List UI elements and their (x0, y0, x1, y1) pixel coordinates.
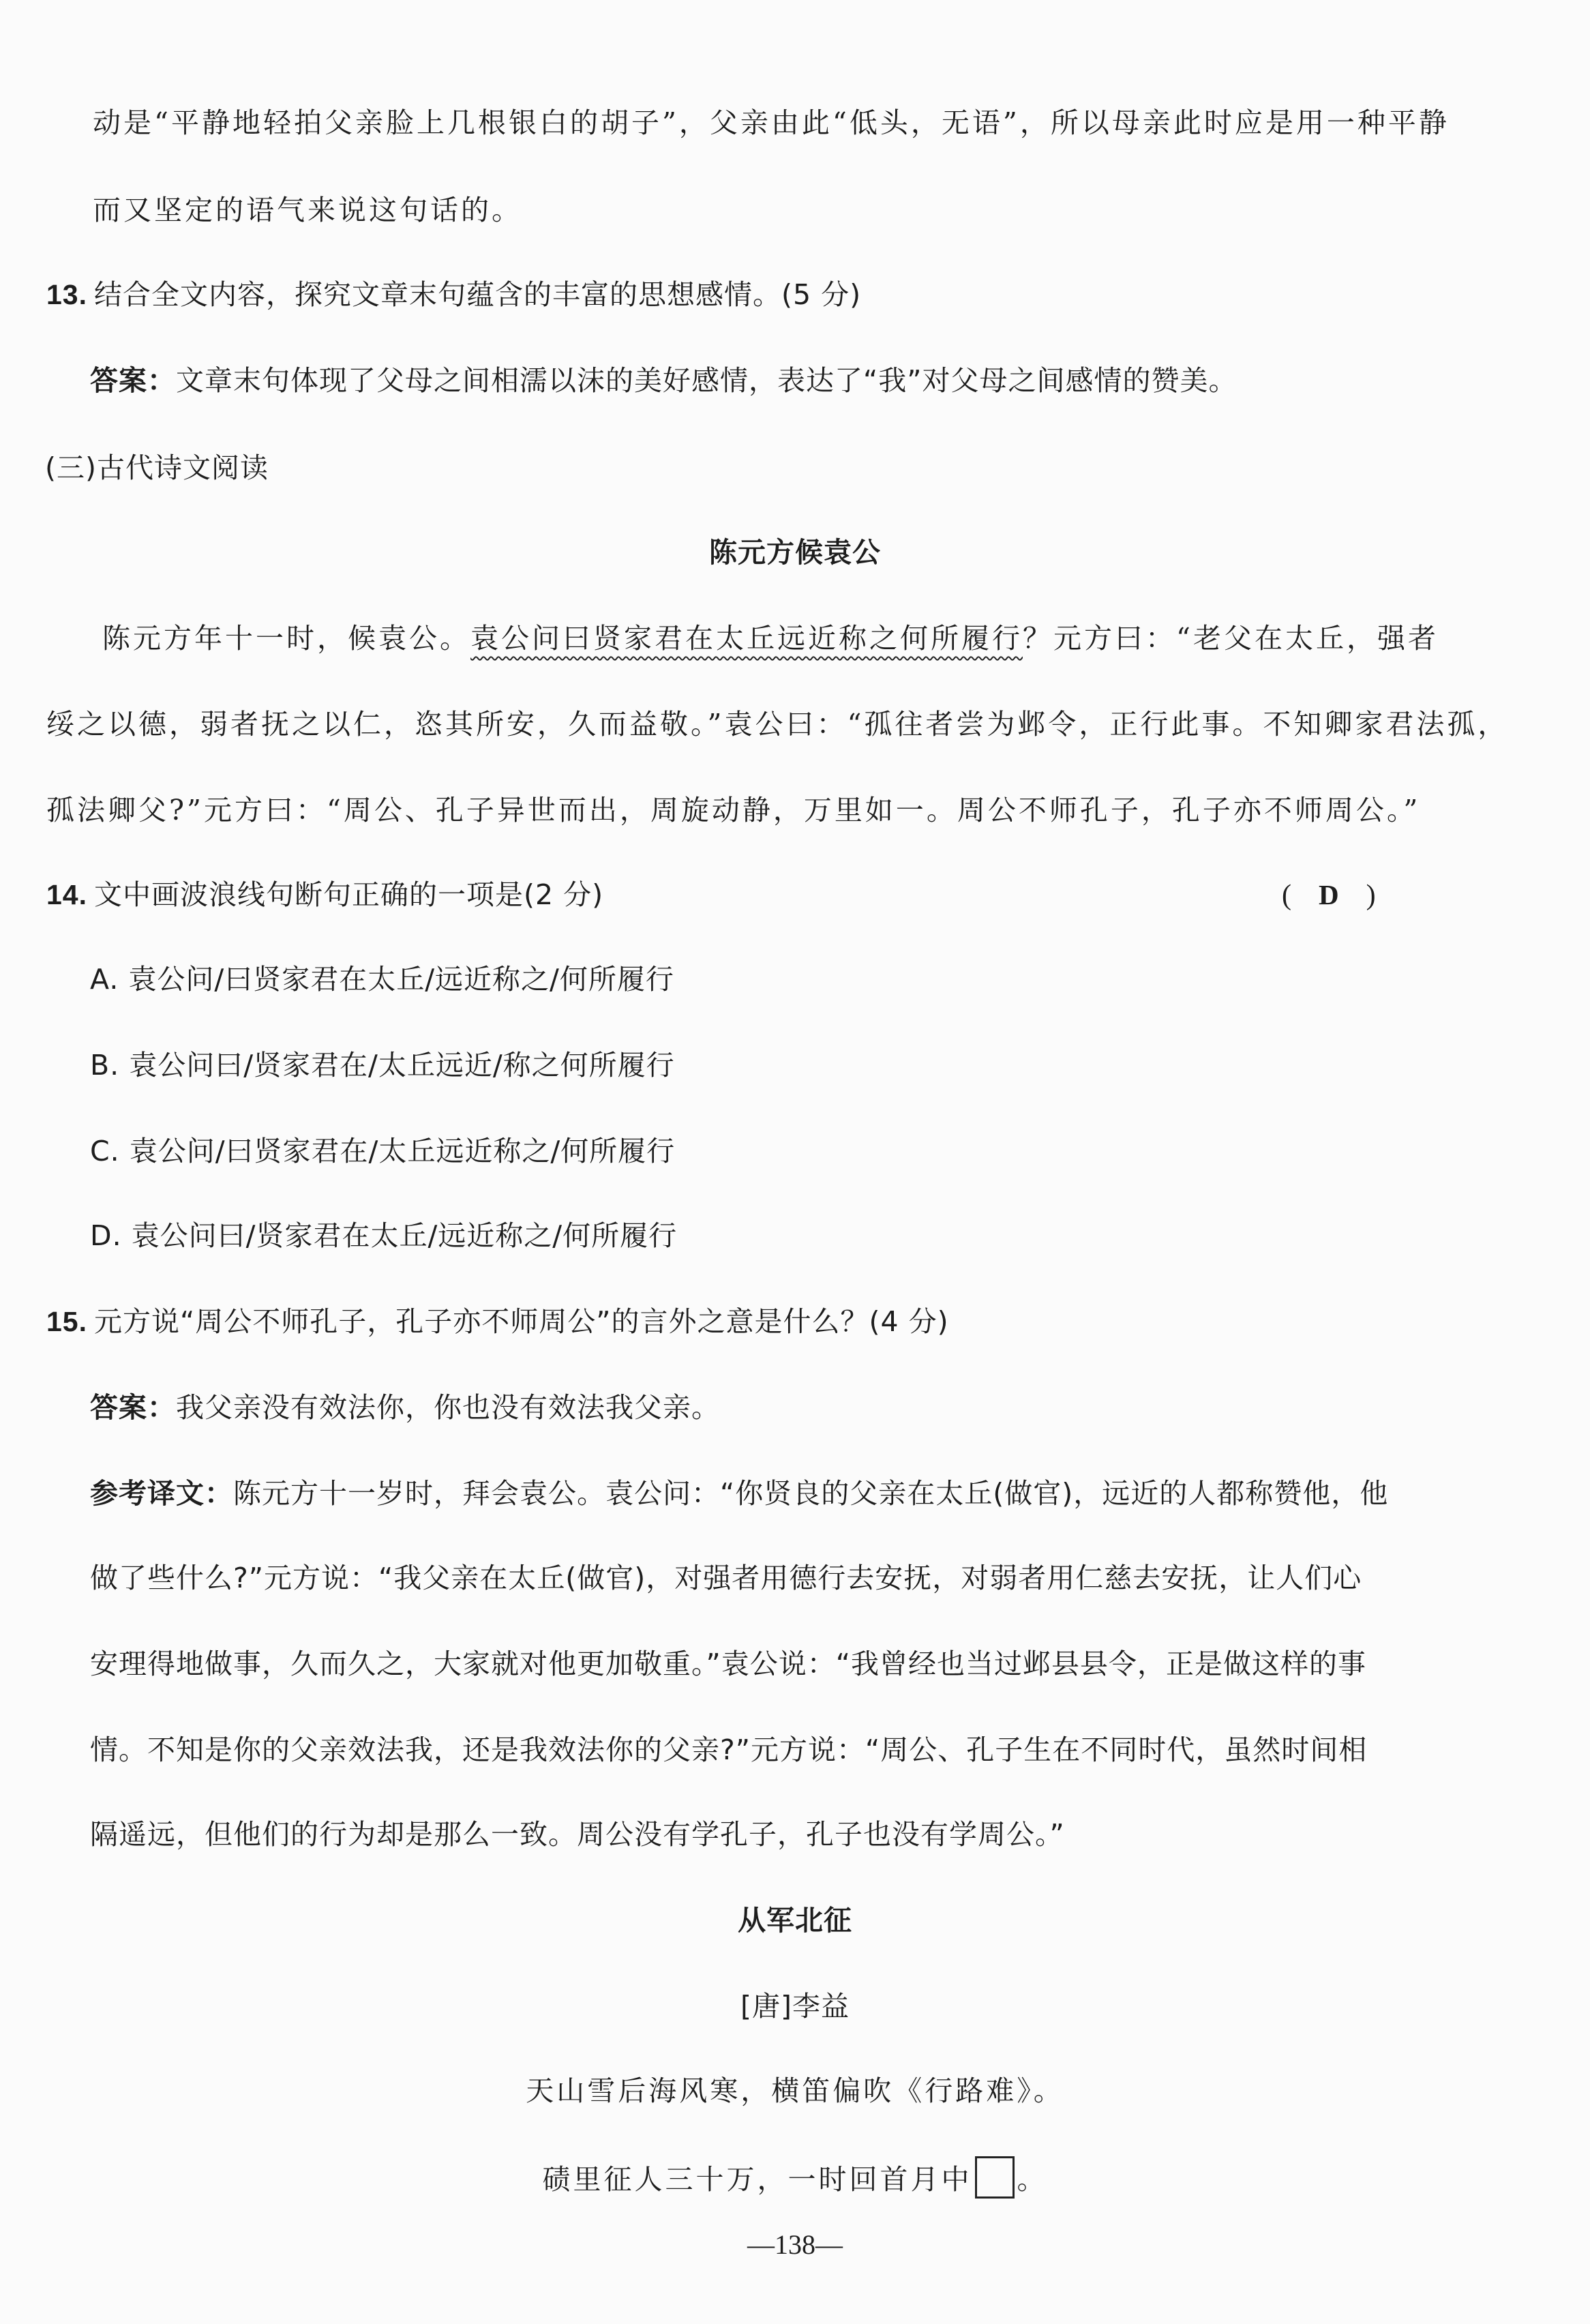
question-13-answer (90, 360, 1237, 401)
question-13-number: 13. (46, 279, 87, 310)
poem-line-2-post: 。 (1017, 2163, 1048, 2196)
poem-line-2 (0, 2156, 1590, 2200)
question-15-answer (90, 1387, 720, 1428)
passage-line-3: 孤法卿父?”元方曰：“周公、孔子异世而出，周旋动静，万里如一。周公不师孔子，孔子亦不师周公。” (46, 794, 1421, 826)
translation-line-5: 隔遥远，但他们的行为却是那么一致。周公没有学孔子，孔子也没有学周公。” (90, 1818, 1065, 1851)
passage-line-1-post: ？元方曰：“老父在太丘，强者 (1023, 622, 1439, 655)
answer-paren-open: ( (1282, 880, 1291, 911)
question-14-answer-bracket (1282, 874, 1376, 916)
translation-label: 参考译文： (90, 1477, 233, 1510)
question-15-answer-text: 我父亲没有效法你，你也没有效法我父亲。 (176, 1391, 720, 1424)
question-15 (46, 1301, 949, 1342)
question-14-text: 文中画波浪线句断句正确的一项是(2 分) (94, 878, 604, 911)
answer-label: 答案： (90, 1391, 176, 1424)
answer-label: 答案： (90, 364, 176, 397)
question-15-text: 元方说“周公不师孔子，孔子亦不师周公”的言外之意是什么？(4 分) (94, 1305, 949, 1338)
translation-line-4: 情。不知是你的父亲效法我，还是我效法你的父亲?”元方说：“周公、孔子生在不同时代，虽然时间相 (90, 1733, 1368, 1766)
poem-author: [唐]李益 (740, 1990, 850, 2023)
question-15-number: 15. (46, 1306, 87, 1337)
option-d: D. 袁公问曰/贤家君在太丘/远近称之/何所履行 (90, 1219, 678, 1252)
passage-line-1-pre: 陈元方年十一时，候袁公。 (102, 622, 470, 655)
option-a: A. 袁公问/曰贤家君在太丘/远近称之/何所履行 (90, 963, 674, 996)
option-b: B. 袁公问曰/贤家君在/太丘远近/称之何所履行 (90, 1049, 675, 1082)
prev-answer-line-2: 而又坚定的语气来说这句话的。 (93, 194, 522, 226)
question-14-number: 14. (46, 879, 87, 910)
question-14 (46, 874, 603, 915)
page-number: —138— (747, 2229, 843, 2260)
blank-box (975, 2156, 1015, 2199)
question-13 (46, 274, 861, 315)
wavy-underlined-sentence: 袁公问曰贤家君在太丘远近称之何所履行 (470, 622, 1023, 655)
passage-line-1 (102, 618, 1439, 659)
passage-title: 陈元方候袁公 (709, 536, 881, 569)
poem-title: 从军北征 (738, 1904, 852, 1937)
translation-line-2: 做了些什么?”元方说：“我父亲在太丘(做官)，对强者用德行去安抚，对弱者用仁慈去安抚，让人们心 (90, 1562, 1362, 1594)
option-c: C. 袁公问/曰贤家君在/太丘远近称之/何所履行 (90, 1135, 676, 1167)
poem-line-2-pre: 碛里征人三十万，一时回首月中 (542, 2163, 972, 2196)
prev-answer-line-1: 动是“平静地轻拍父亲脸上几根银白的胡子”，父亲由此“低头，无语”，所以母亲此时应是用一种平静 (93, 106, 1450, 139)
section-title: (三)古代诗文阅读 (45, 451, 269, 484)
question-13-text: 结合全文内容，探究文章末句蕴含的丰富的思想感情。(5 分) (94, 278, 862, 311)
poem-line-1: 天山雪后海风寒，横笛偏吹《行路难》。 (526, 2074, 1064, 2107)
answer-paren-close: ) (1366, 880, 1376, 911)
question-13-answer-text: 文章末句体现了父母之间相濡以沫的美好感情，表达了“我”对父母之间感情的赞美。 (176, 364, 1238, 397)
question-14-choice: D (1319, 879, 1339, 910)
translation-line-1 (90, 1473, 1388, 1514)
passage-line-2: 绥之以德，弱者抚之以仁，恣其所安，久而益敬。”袁公曰：“孤往者尝为邺令，正行此事。不知卿家君法孤， (46, 708, 1509, 741)
translation-line-1-text: 陈元方十一岁时，拜会袁公。袁公问：“你贤良的父亲在太丘(做官)，远近的人都称赞他，他 (233, 1477, 1389, 1510)
translation-line-3: 安理得地做事，久而久之，大家就对他更加敬重。”袁公说：“我曾经也当过邺县县令，正是做这样的事 (90, 1648, 1366, 1680)
